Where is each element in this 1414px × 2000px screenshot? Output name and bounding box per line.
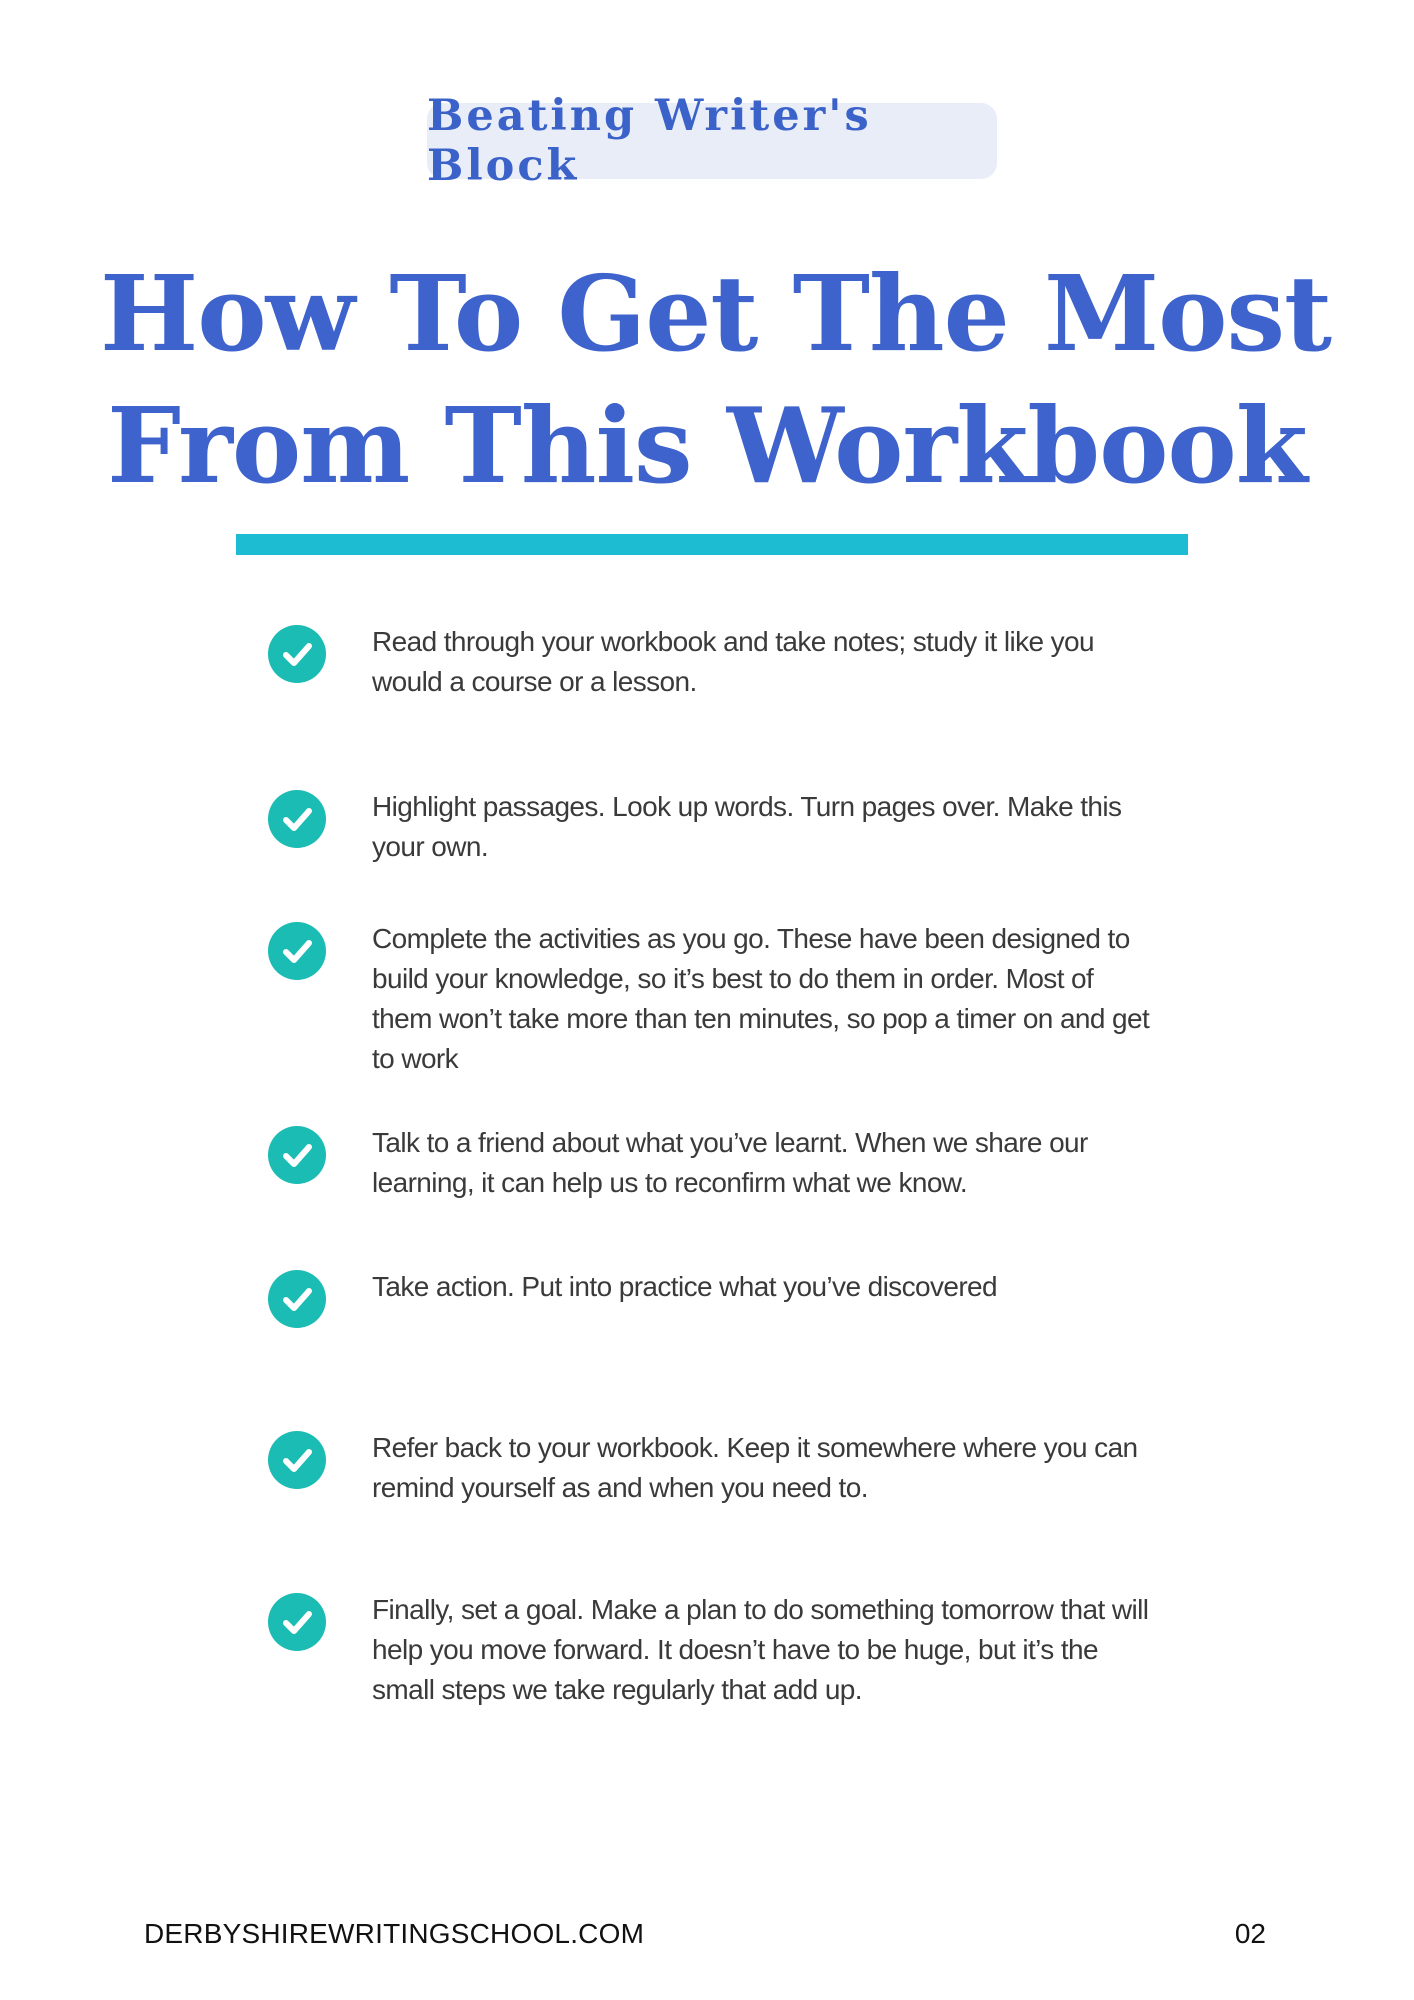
page-number: 02 [1234,1918,1266,1949]
check-circle-icon [268,790,326,848]
page-title [100,248,1332,512]
checklist-item-text: Refer back to your workbook. Keep it somewhere where you can remind yourself as and when you need to. [372,1432,1138,1503]
checklist-item-text: Take action. Put into practice what you’ve discovered [372,1271,997,1302]
page-title-line-1: How To Get The Most [100,252,1332,375]
title-divider [236,534,1188,555]
section-badge [427,91,997,191]
check-circle-icon [268,1270,326,1328]
checklist-item-text: Read through your workbook and take notes; study it like you would a course or a lesson. [372,626,1094,697]
badge-label: Beating Writer's Block [427,91,872,191]
checklist-item-text: Highlight passages. Look up words. Turn pages over. Make this your own. [372,791,1122,862]
check-circle-icon [268,1593,326,1651]
checklist-item-text: Talk to a friend about what you’ve learnt. When we share our learning, it can help us to reconfirm what we know. [372,1127,1088,1198]
check-circle-icon [268,922,326,980]
check-circle-icon [268,1431,326,1489]
check-circle-icon [268,1126,326,1184]
checklist-item-text: Finally, set a goal. Make a plan to do something tomorrow that will help you move forward. It doesn’t have to be huge, but it’s the small steps we take regularly that add up. [372,1594,1149,1705]
check-circle-icon [268,625,326,683]
footer-website: DERBYSHIREWRITINGSCHOOL.COM [144,1918,645,1949]
page-title-line-2: From This Workbook [107,384,1307,507]
checklist-item-text: Complete the activities as you go. These have been designed to build your knowledge, so it’s best to do them in order. Most of them won’t take more than ten minutes, so pop a timer on and get to work [372,923,1150,1074]
